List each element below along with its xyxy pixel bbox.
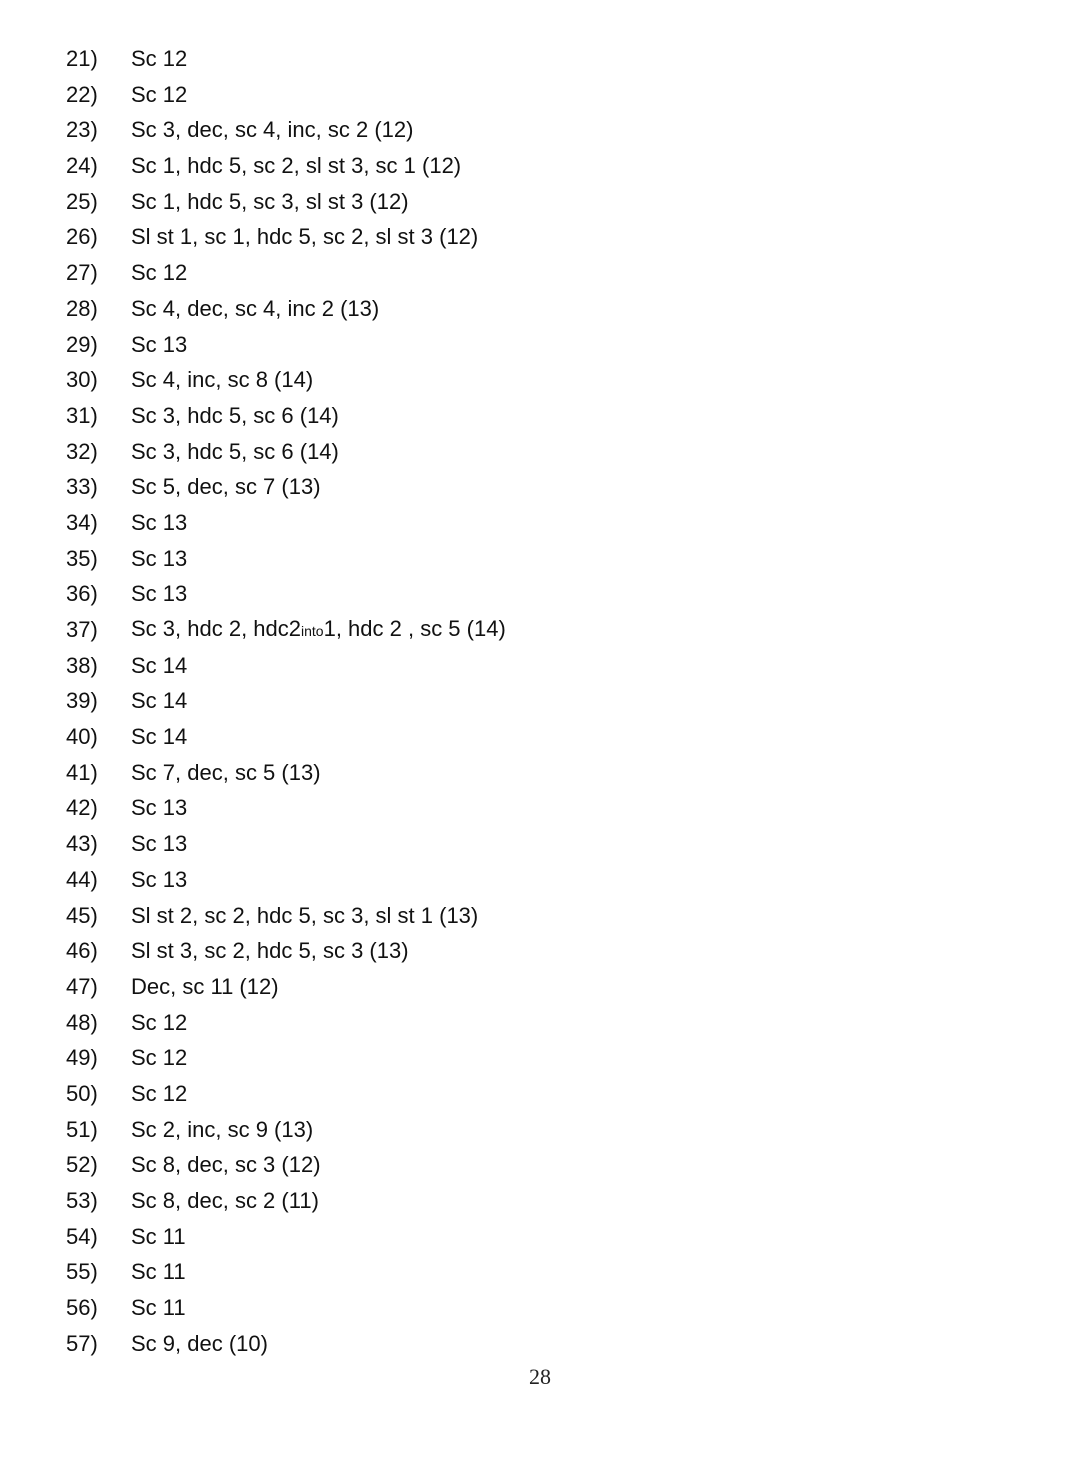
row-instruction: Sc 3, dec, sc 4, inc, sc 2 (12) (131, 117, 414, 143)
pattern-row (66, 327, 506, 363)
row-number: 21) (66, 46, 98, 71)
row-number: 29) (66, 331, 98, 357)
row-instruction: Sc 2, inc, sc 9 (13) (131, 1116, 314, 1142)
row-instruction: Sc 13 (131, 509, 188, 535)
row-instruction: Sc 11 (131, 1295, 186, 1321)
pattern-row (66, 255, 506, 291)
row-number: 52) (66, 1152, 98, 1178)
row-number: 54) (66, 1223, 98, 1249)
row-number: 45) (66, 902, 98, 928)
row-instruction: Sc 13 (131, 581, 188, 607)
pattern-row (66, 184, 506, 220)
row-number: 39) (66, 688, 98, 714)
row-number: 46) (66, 938, 98, 964)
row-number: 30) (66, 367, 98, 393)
row-number: 49) (66, 1045, 98, 1071)
pattern-row (66, 755, 506, 791)
pattern-row (66, 1040, 506, 1076)
row-instruction: Sc 14 (131, 724, 188, 750)
row-instruction: Dec, sc 11 (12) (131, 973, 279, 999)
row-instruction: Sc 14 (131, 688, 188, 714)
row-number: 22) (66, 81, 98, 107)
row-instruction: Sc 3, hdc 5, sc 6 (14) (131, 438, 339, 464)
pattern-row (66, 398, 506, 434)
page-number: 28 (529, 1364, 551, 1389)
row-number: 48) (66, 1009, 98, 1035)
row-instruction: Sc 11 (131, 1223, 186, 1249)
row-instruction: Sl st 3, sc 2, hdc 5, sc 3 (13) (131, 938, 409, 964)
row-instruction: Sc 11 (131, 1259, 186, 1285)
row-instruction: Sc 12 (131, 46, 188, 71)
row-number: 28) (66, 295, 98, 321)
row-instruction: Sc 3, hdc 5, sc 6 (14) (131, 402, 339, 428)
row-instruction: Sc 4, dec, sc 4, inc 2 (13) (131, 295, 380, 321)
pattern-row (66, 862, 506, 898)
pattern-row (66, 790, 506, 826)
pattern-row (66, 541, 506, 577)
pattern-row (66, 1005, 506, 1041)
row-number: 24) (66, 153, 98, 179)
pattern-row (66, 1183, 506, 1219)
row-instruction: Sc 1, hdc 5, sc 3, sl st 3 (12) (131, 188, 409, 214)
row-number: 51) (66, 1116, 98, 1142)
row-number: 33) (66, 474, 98, 500)
pattern-row (66, 576, 506, 612)
pattern-row (66, 148, 506, 184)
row-number: 31) (66, 402, 98, 428)
row-instruction: Sl st 2, sc 2, hdc 5, sc 3, sl st 1 (13) (131, 902, 479, 928)
row-number: 40) (66, 724, 98, 750)
pattern-row (66, 434, 506, 470)
row-instruction (131, 611, 506, 650)
row-number: 41) (66, 759, 98, 785)
pattern-row (66, 969, 506, 1005)
row-instruction: Sc 7, dec, sc 5 (13) (131, 759, 321, 785)
pattern-row (66, 898, 506, 934)
row-number: 57) (66, 1330, 98, 1356)
pattern-row (66, 291, 506, 327)
row-instruction: Sc 12 (131, 81, 188, 107)
pattern-row (66, 933, 506, 969)
row-number: 34) (66, 509, 98, 535)
row-number: 36) (66, 581, 98, 607)
pattern-row (66, 1147, 506, 1183)
pattern-row (66, 112, 506, 148)
row-instruction: Sc 12 (131, 1080, 188, 1106)
row-instruction: Sc 13 (131, 795, 188, 821)
row-number: 25) (66, 188, 98, 214)
row-number: 26) (66, 224, 98, 250)
row-number: 55) (66, 1259, 98, 1285)
row-instruction: Sl st 1, sc 1, hdc 5, sc 2, sl st 3 (12) (131, 224, 479, 250)
pattern-row (66, 612, 506, 648)
row-instruction: Sc 12 (131, 1009, 188, 1035)
row-instruction: Sc 12 (131, 260, 188, 286)
row-instruction: Sc 13 (131, 831, 188, 857)
pattern-row (66, 683, 506, 719)
row-number: 42) (66, 795, 98, 821)
row-instruction: Sc 13 (131, 545, 188, 571)
pattern-row (66, 1076, 506, 1112)
row-number: 56) (66, 1295, 98, 1321)
pattern-row (66, 362, 506, 398)
pattern-row (66, 1326, 506, 1362)
row-number: 27) (66, 260, 98, 286)
row-instruction: Sc 12 (131, 1045, 188, 1071)
row-instruction: Sc 9, dec (10) (131, 1330, 268, 1356)
pattern-row (66, 1254, 506, 1290)
row-number: 32) (66, 438, 98, 464)
row-instruction-subscript: into (301, 622, 324, 639)
row-instruction: Sc 4, inc, sc 8 (14) (131, 367, 314, 393)
row-number: 53) (66, 1188, 98, 1213)
row-instruction: Sc 13 (131, 866, 188, 892)
row-instruction: Sc 8, dec, sc 2 (11) (131, 1188, 319, 1213)
pattern-row (66, 41, 506, 77)
pattern-row (66, 77, 506, 113)
pattern-row (66, 1290, 506, 1326)
pattern-row (66, 1112, 506, 1148)
row-number: 50) (66, 1080, 98, 1106)
row-number: 23) (66, 117, 98, 143)
row-instruction: Sc 5, dec, sc 7 (13) (131, 474, 321, 500)
row-number: 35) (66, 545, 98, 571)
row-instruction-start: Sc 3, hdc 2, hdc2 (131, 615, 301, 641)
row-number: 43) (66, 831, 98, 857)
row-number: 38) (66, 652, 98, 678)
row-instruction: Sc 1, hdc 5, sc 2, sl st 3, sc 1 (12) (131, 153, 462, 179)
pattern-row (66, 648, 506, 684)
pattern-row (66, 719, 506, 755)
row-instruction: Sc 14 (131, 652, 188, 678)
pattern-row (66, 826, 506, 862)
row-number: 44) (66, 866, 98, 892)
row-instruction-end: 1, hdc 2 , sc 5 (14) (323, 615, 506, 641)
pattern-row (66, 505, 506, 541)
row-instruction: Sc 13 (131, 331, 188, 357)
pattern-row (66, 1219, 506, 1255)
pattern-row (66, 219, 506, 255)
row-number: 47) (66, 973, 98, 999)
pattern-rows-list (66, 41, 506, 1361)
row-number: 37) (66, 617, 98, 642)
pattern-row (66, 469, 506, 505)
row-instruction: Sc 8, dec, sc 3 (12) (131, 1152, 321, 1178)
